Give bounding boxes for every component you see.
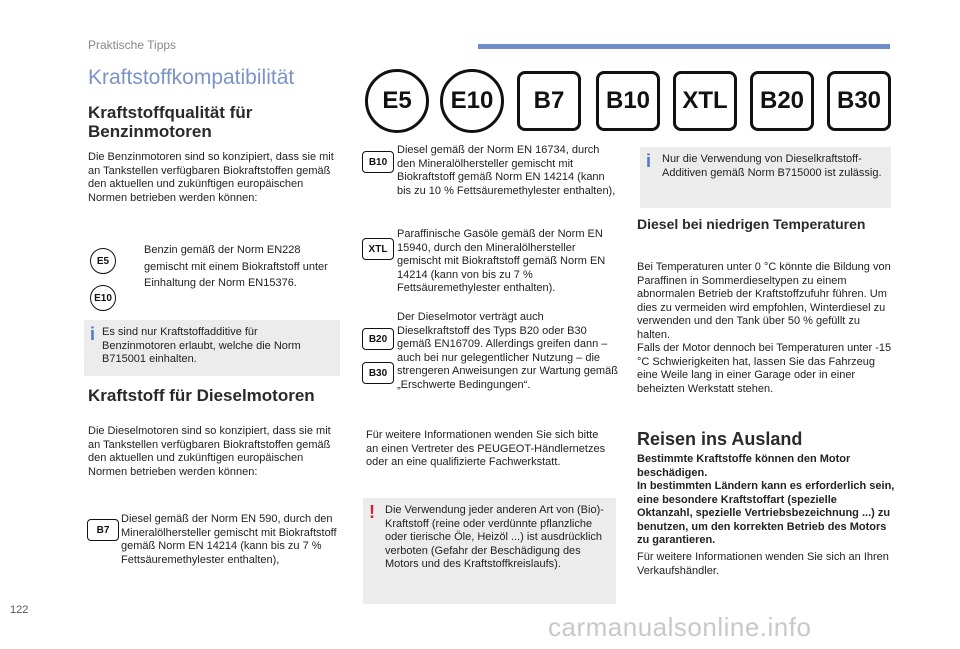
heading-diesel: Kraftstoff für Dieselmotoren xyxy=(88,386,315,405)
b7-norm-text: Diesel gemäß der Norm EN 590, durch den Mineralölhersteller gemischt mit Biokraftstoff gemäß Norm EN 14214 (kann bis zu 7 % Fettsäuremethylester enthalten), xyxy=(121,513,337,566)
info-note-text: Nur die Verwendung von Dieselkraftstoff-Additiven gemäß Norm B715000 ist zulässig. xyxy=(662,153,882,179)
fuel-tile-label: B20 xyxy=(759,87,805,114)
badge-e5-icon: E5 xyxy=(90,248,116,274)
fuel-tile-e10 xyxy=(440,69,504,133)
fuel-tile-label: B30 xyxy=(836,87,882,114)
warning-note-text: Die Verwendung jeder anderen Art von (Bio)-Kraftstoff (reine oder verdünnte pflanzliche oder tierische Öle, Heizöl ...) ist ausdrücklich verboten (Gefahr der Beschädigung des Motors und des Kraftstoffkreislaufs). xyxy=(385,504,604,570)
paragraph-low-temperature: Bei Temperaturen unter 0 °C könnte die Bildung von Paraffinen in Sommerdieseltypen zu einem abnormalen Betrieb der Kraftstoffzufuhr führen. Um dies zu vermeiden wird empfohlen, Winterdiesel zu verwenden und den Tank über 50 % gefüllt zu halten. Falls der Motor dennoch bei Temperaturen unter -15 °C Schwierigkeiten hat, lassen Sie das Fahrzeug eine Weile lang in einer Garage oder in einer beheizten Werkstatt stehen. xyxy=(637,261,892,395)
info-note-text: Es sind nur Kraftstoffadditive für Benzinmotoren erlaubt, welche die Norm B715001 einhalten. xyxy=(102,326,301,365)
fuel-tile-b30 xyxy=(827,71,891,131)
fuel-tile-xtl xyxy=(673,71,737,131)
page-title: Kraftstoffkompatibilität xyxy=(88,66,295,89)
info-note-benzin xyxy=(84,320,340,376)
xtl-norm-text: Paraffinische Gasöle gemäß der Norm EN 15940, durch den Mineralölhersteller gemischt mit Biokraftstoff gemäß Norm EN 14214 (kann von bis zu 7 % Fettsäuremethylester enthalten). xyxy=(397,228,606,294)
warning-note xyxy=(363,498,616,604)
more-info-text: Für weitere Informationen wenden Sie sich bitte an einen Vertreter des PEUGEOT-Händlernetzes oder an eine qualifizierte Fachwerkstatt. xyxy=(366,429,606,468)
info-note-diesel xyxy=(640,147,891,208)
info-icon: i xyxy=(646,151,652,171)
b20-b30-text: Der Dieselmotor verträgt auch Dieselkraftstoff des Typs B20 oder B30 gemäß EN16709. Allerdings greifen dann – auch bei nur gelegentlicher Nutzung – die strengeren Anweisungen zur Wartung gemäß „Erschwerte Bedingungen“. xyxy=(397,311,618,391)
badge-e10-icon: E10 xyxy=(90,285,116,311)
badge-b20-icon: B20 xyxy=(362,328,394,350)
fuel-tile-label: E10 xyxy=(450,87,494,114)
fuel-tile-label: XTL xyxy=(682,87,728,114)
watermark: carmanualsonline.info xyxy=(548,612,812,642)
heading-travel-abroad: Reisen ins Ausland xyxy=(637,429,803,449)
b10-norm-text: Diesel gemäß der Norm EN 16734, durch den Mineralölhersteller gemischt mit Biokraftstoff gemäß Norm EN 14214 (kann bis zu 10 % Fettsäuremethylester enthalten), xyxy=(397,144,616,197)
fuel-tile-b7 xyxy=(517,71,581,131)
paragraph-travel-warning: Bestimmte Kraftstoffe können den Motor beschädigen. In bestimmten Ländern kann es erforderlich sein, eine besondere Kraftstoffart (spezielle Oktanzahl, spezielle Vertriebsbezeichnung ...) zu benutzen, um den korrekten Betrieb des Motors zu garantieren. xyxy=(637,453,895,546)
fuel-tile-b20 xyxy=(750,71,814,131)
heading-low-temperature: Diesel bei niedrigen Temperaturen xyxy=(637,216,866,232)
page-number: 122 xyxy=(10,604,29,616)
badge-b10-icon: B10 xyxy=(362,151,394,173)
section-tag: Praktische Tipps xyxy=(88,38,177,52)
badge-b30-icon: B30 xyxy=(362,362,394,384)
badge-xtl-icon: XTL xyxy=(362,238,394,260)
paragraph-diesel-intro: Die Dieselmotoren sind so konzipiert, dass sie mit an Tankstellen verfügbaren Biokraftstoffen gemäß den aktuellen und zukünftigen europäischen Normen betrieben werden können: xyxy=(88,425,331,478)
fuel-tile-label: B7 xyxy=(533,87,565,114)
fuel-tile-e5 xyxy=(365,69,429,133)
fuel-tile-label: E5 xyxy=(382,87,412,114)
header-accent-bar xyxy=(478,44,890,49)
paragraph-benzin-intro: Die Benzinmotoren sind so konzipiert, dass sie mit an Tankstellen verfügbaren Biokraftstoffen gemäß den aktuellen und zukünftigen europäischen Normen betrieben werden können: xyxy=(88,151,334,204)
benzin-norm-text: Benzin gemäß der Norm EN228 gemischt mit einem Biokraftstoff unter Einhaltung der Norm EN15376. xyxy=(144,244,328,289)
badge-b7-icon: B7 xyxy=(87,519,119,541)
fuel-tile-label: B10 xyxy=(605,87,651,114)
info-icon: i xyxy=(90,324,96,344)
fuel-tile-b10 xyxy=(596,71,660,131)
warning-icon: ! xyxy=(369,502,375,522)
paragraph-dealer-info: Für weitere Informationen wenden Sie sich an Ihren Verkaufshändler. xyxy=(637,551,889,577)
heading-benzin: Kraftstoffqualität für Benzinmotoren xyxy=(88,103,253,141)
